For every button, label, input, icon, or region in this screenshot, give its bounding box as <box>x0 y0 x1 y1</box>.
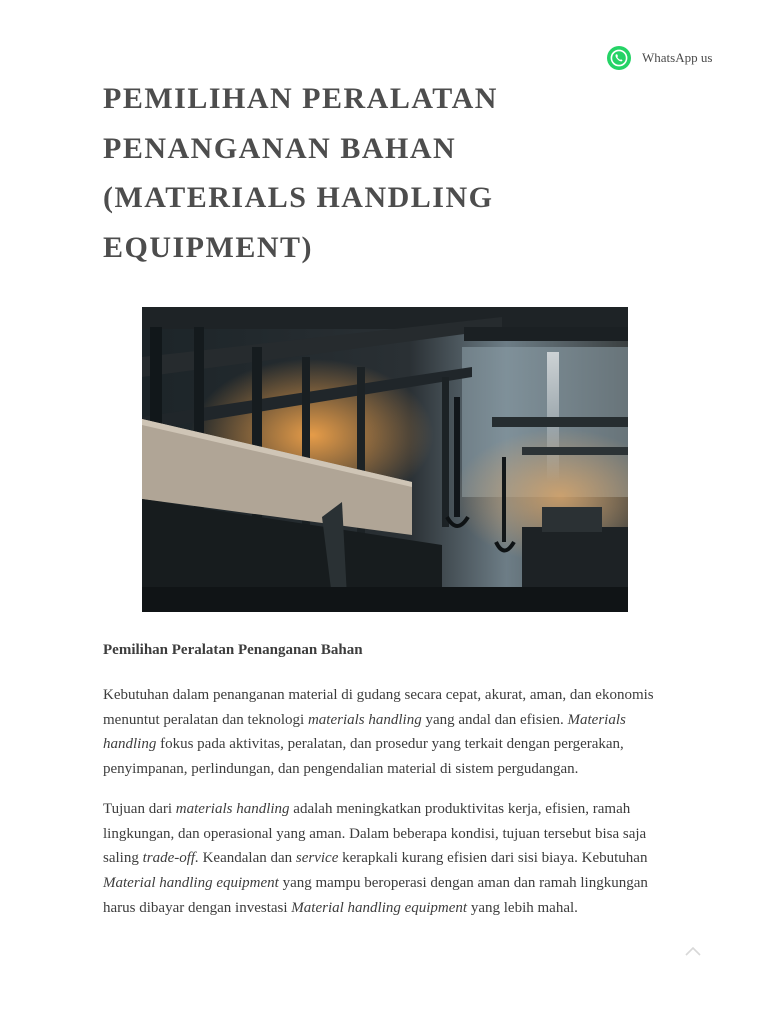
article-title: PEMILIHAN PERALATAN PENANGANAN BAHAN (MATERIALS HANDLING EQUIPMENT) <box>103 82 498 264</box>
paragraph-1: Kebutuhan dalam penanganan material di gudang secara cepat, akurat, aman, dan ekonomis menuntut peralatan dan teknologi materials handling yang andal dan efisien. Materials handling fokus pada aktivitas, peralatan, dan prosedur yang terkait dengan pergerakan, penyimpanan, perlindungan, dan pengendalian material di sistem pergudangan. <box>103 687 654 778</box>
whatsapp-label: WhatsApp us <box>642 50 713 65</box>
whatsapp-icon <box>606 45 632 71</box>
scroll-to-top-button[interactable] <box>684 944 702 958</box>
paragraph-2: Tujuan dari materials handling adalah meningkatkan produktivitas kerja, efisien, ramah lingkungan, dan operasional yang aman. Dalam beberapa kondisi, tujuan tersebut bisa saja saling trade-off. Keandalan dan service kerapkali kurang efisien dari sisi biaya. Kebutuhan Material handling equipment yang mampu beroperasi dengan aman dan ramah lingkungan harus dibayar dengan investasi Material handling equipment yang lebih mahal. <box>103 800 648 916</box>
chevron-up-icon <box>686 948 700 955</box>
article-body <box>103 638 668 935</box>
hero-image <box>142 307 628 612</box>
article-subheading: Pemilihan Peralatan Penanganan Bahan <box>103 642 363 658</box>
whatsapp-button[interactable] <box>606 44 712 72</box>
